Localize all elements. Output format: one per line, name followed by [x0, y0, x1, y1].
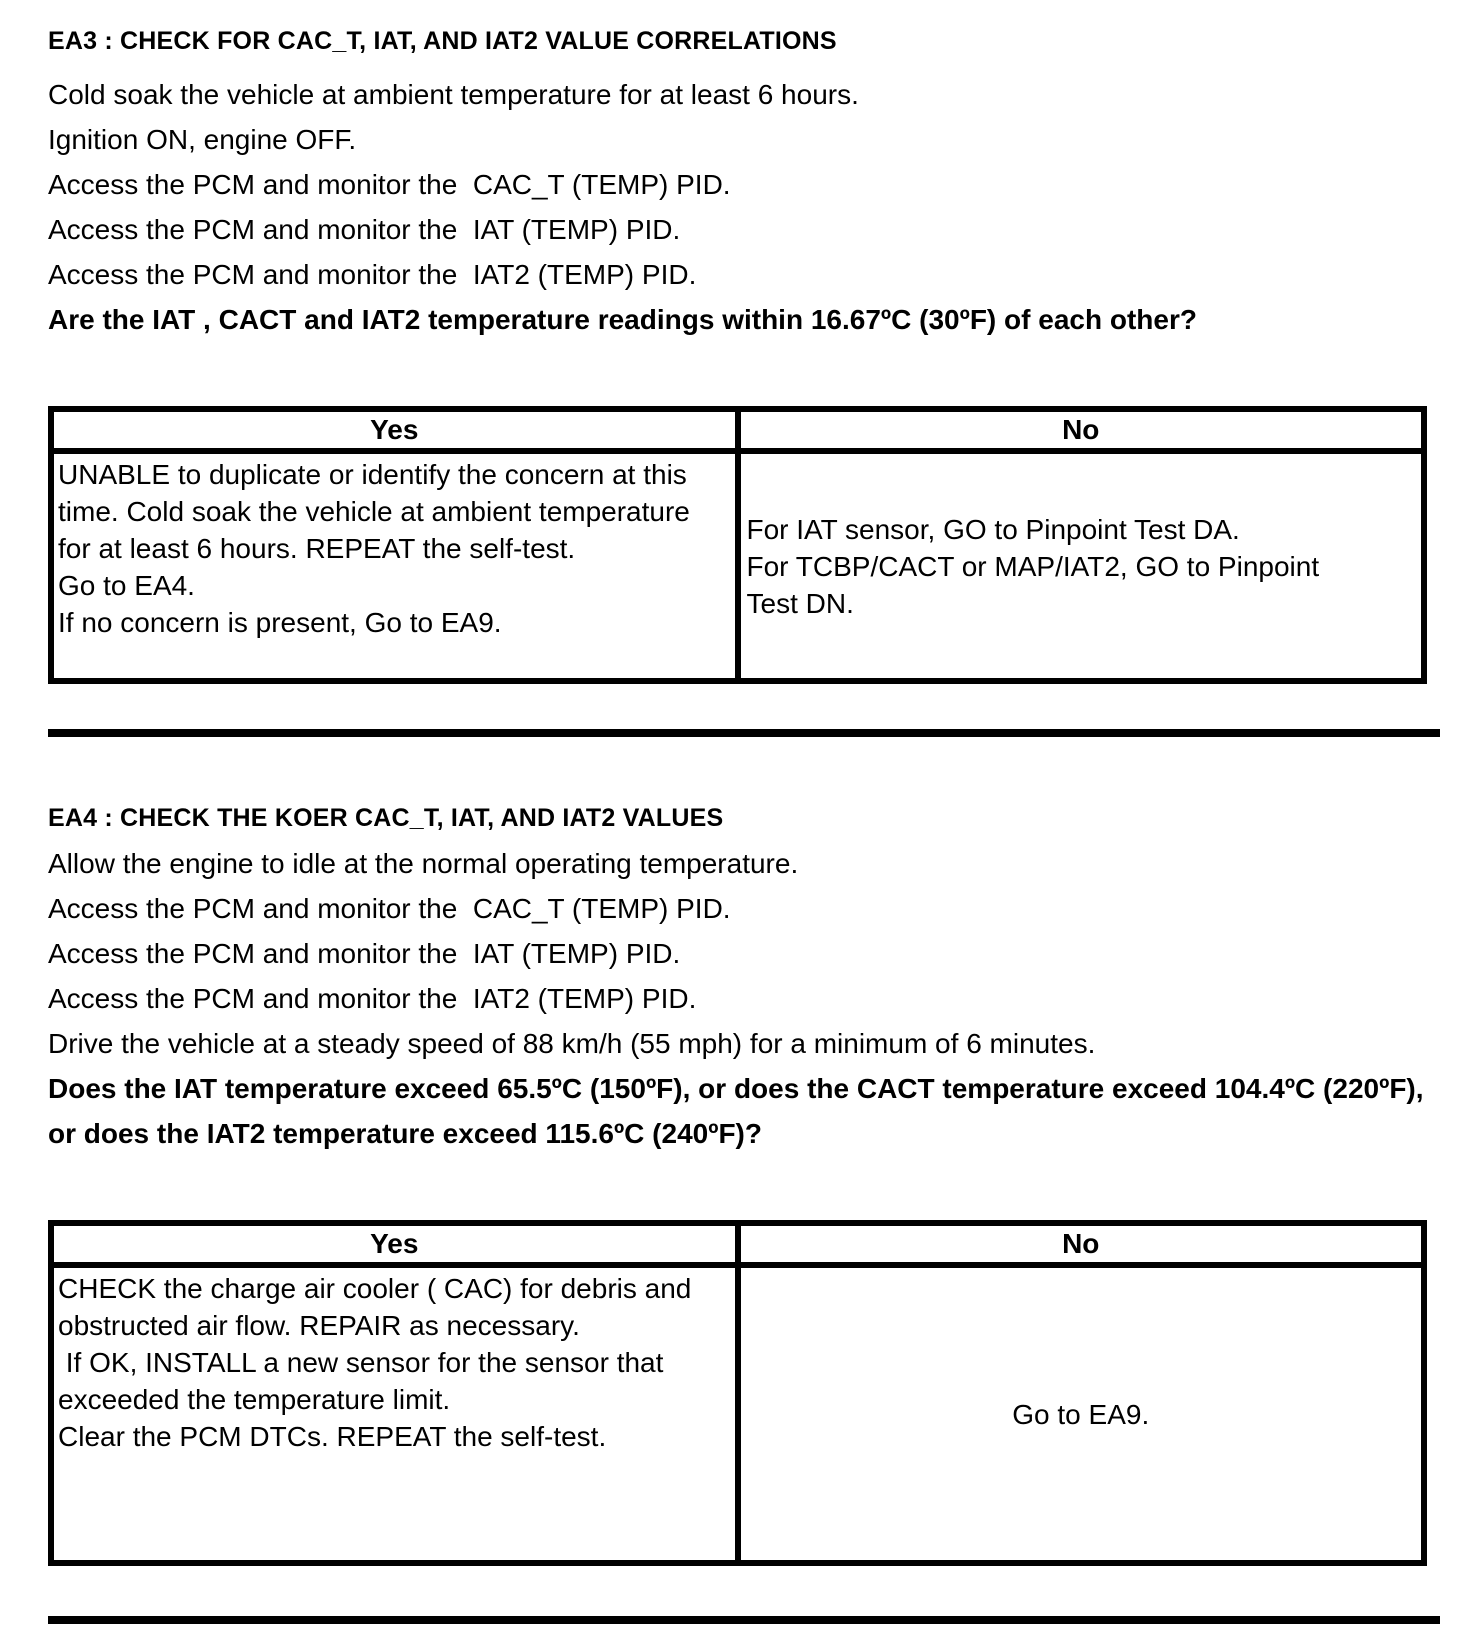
- section-ea4-steps: [48, 841, 1442, 1066]
- step-line: Access the PCM and monitor the CAC_T (TEMP) PID.: [48, 169, 731, 200]
- yes-cell-paragraph: CHECK the charge air cooler ( CAC) for debris and obstructed air flow. REPAIR as necessary.: [58, 1273, 700, 1341]
- section-ea3-heading: EA3 : CHECK FOR CAC_T, IAT, AND IAT2 VALUE CORRELATIONS: [48, 27, 837, 55]
- ea4-no-cell: [738, 1265, 1425, 1563]
- section-divider: [48, 729, 1440, 737]
- section-ea4-question: Does the IAT temperature exceed 65.5ºC (150ºF), or does the CACT temperature exceed 104.4ºC (220ºF), or does the IAT2 temperature exceed 115.6ºC (240ºF)?: [48, 1073, 1432, 1149]
- section-ea3-question: Are the IAT , CACT and IAT2 temperature readings within 16.67ºC (30ºF) of each other?: [48, 304, 1197, 335]
- section-ea4-heading: EA4 : CHECK THE KOER CAC_T, IAT, AND IAT2 VALUES: [48, 804, 724, 832]
- section-ea3: [48, 26, 1442, 684]
- step-line: Access the PCM and monitor the IAT2 (TEMP) PID.: [48, 983, 697, 1014]
- ea3-no-cell: [738, 451, 1425, 681]
- section-ea3-steps: [48, 72, 1442, 297]
- yes-cell-paragraph: If no concern is present, Go to EA9.: [58, 607, 502, 638]
- ea4-yes-cell: [51, 1265, 738, 1563]
- yes-cell-paragraph: Clear the PCM DTCs. REPEAT the self-test.: [58, 1421, 607, 1452]
- yes-column-header: Yes: [51, 409, 738, 451]
- no-column-header: No: [738, 1223, 1425, 1265]
- section-ea4: [48, 803, 1442, 1566]
- bottom-divider: [48, 1616, 1440, 1624]
- table-header-row: [51, 409, 1424, 451]
- no-cell-paragraph: Go to EA9.: [1012, 1398, 1150, 1430]
- no-cell-paragraph: For IAT sensor, GO to Pinpoint Test DA.: [746, 513, 1240, 545]
- step-line: Access the PCM and monitor the IAT (TEMP) PID.: [48, 214, 681, 245]
- table-body-row: [51, 451, 1424, 681]
- ea4-decision-table: [48, 1220, 1427, 1566]
- yes-cell-paragraph: UNABLE to duplicate or identify the concern at this time. Cold soak the vehicle at ambient temperature for at least 6 hours. REPEAT the self-test.: [58, 459, 698, 564]
- step-line: Access the PCM and monitor the IAT (TEMP) PID.: [48, 938, 681, 969]
- step-line: Access the PCM and monitor the IAT2 (TEMP) PID.: [48, 259, 697, 290]
- yes-cell-paragraph: If OK, INSTALL a new sensor for the sensor that exceeded the temperature limit.: [58, 1347, 672, 1415]
- yes-cell-paragraph: Go to EA4.: [58, 570, 195, 601]
- table-body-row: [51, 1265, 1424, 1563]
- step-line: Drive the vehicle at a steady speed of 88 km/h (55 mph) for a minimum of 6 minutes.: [48, 1028, 1096, 1059]
- step-line: Ignition ON, engine OFF.: [48, 124, 357, 155]
- step-line: Cold soak the vehicle at ambient temperature for at least 6 hours.: [48, 79, 859, 110]
- ea3-decision-table: [48, 406, 1427, 684]
- yes-column-header: Yes: [51, 1223, 738, 1265]
- table-header-row: [51, 1223, 1424, 1265]
- no-cell-paragraph: For TCBP/CACT or MAP/IAT2, GO to Pinpoint Test DN.: [746, 550, 1327, 619]
- ea3-yes-cell: [51, 451, 738, 681]
- no-column-header: No: [738, 409, 1425, 451]
- step-line: Access the PCM and monitor the CAC_T (TEMP) PID.: [48, 893, 731, 924]
- step-line: Allow the engine to idle at the normal operating temperature.: [48, 848, 799, 879]
